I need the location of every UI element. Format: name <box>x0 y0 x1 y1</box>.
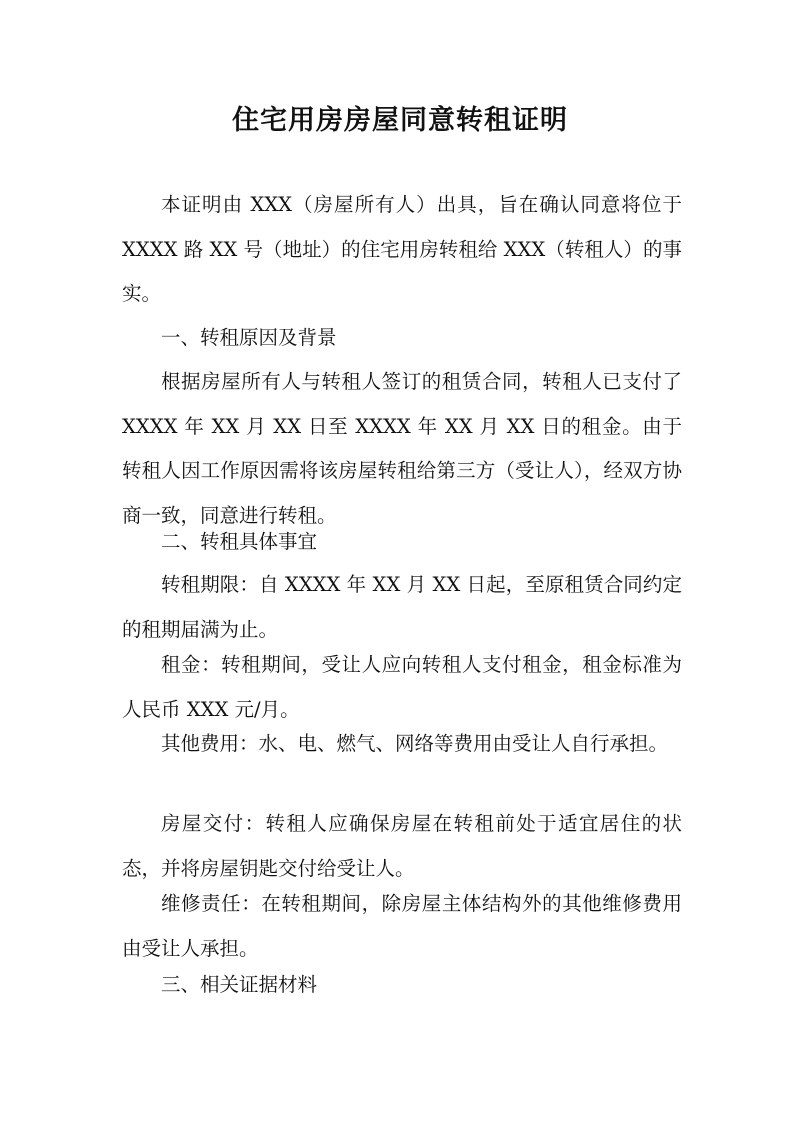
reason-paragraph: 根据房屋所有人与转租人签订的租赁合同，转租人已支付了 XXXX 年 XX 月 XX 日至 XXXX 年 XX 月 XX 日的租金。由于转租人因工作原因需将该房屋转租给第三方（受让人），经双方协商一致，同意进行转租。 <box>122 370 682 527</box>
section-heading-1: 一、转租原因及背景 <box>161 326 337 349</box>
maintenance-paragraph: 维修责任：在转租期间，除房屋主体结构外的其他维修费用由受让人承担。 <box>122 892 682 960</box>
delivery-paragraph: 房屋交付：转租人应确保房屋在转租前处于适宜居住的状态，并将房屋钥匙交付给受让人。 <box>122 812 682 880</box>
term-paragraph: 转租期限：自 XXXX 年 XX 月 XX 日起，至原租赁合同约定的租期届满为止。 <box>122 573 682 641</box>
section-heading-2: 二、转租具体事宜 <box>161 530 318 553</box>
other-fees-paragraph: 其他费用：水、电、燃气、网络等费用由受让人自行承担。 <box>161 732 669 755</box>
intro-paragraph: 本证明由 XXX（房屋所有人）出具，旨在确认同意将位于 XXXX 路 XX 号（地址）的住宅用房转租给 XXX（转租人）的事实。 <box>122 193 682 305</box>
section-heading-3: 三、相关证据材料 <box>161 973 318 996</box>
document-title: 住宅用房房屋同意转租证明 <box>232 105 568 136</box>
rent-paragraph: 租金：转租期间，受让人应向转租人支付租金，租金标准为人民币 XXX 元/月。 <box>122 653 682 721</box>
